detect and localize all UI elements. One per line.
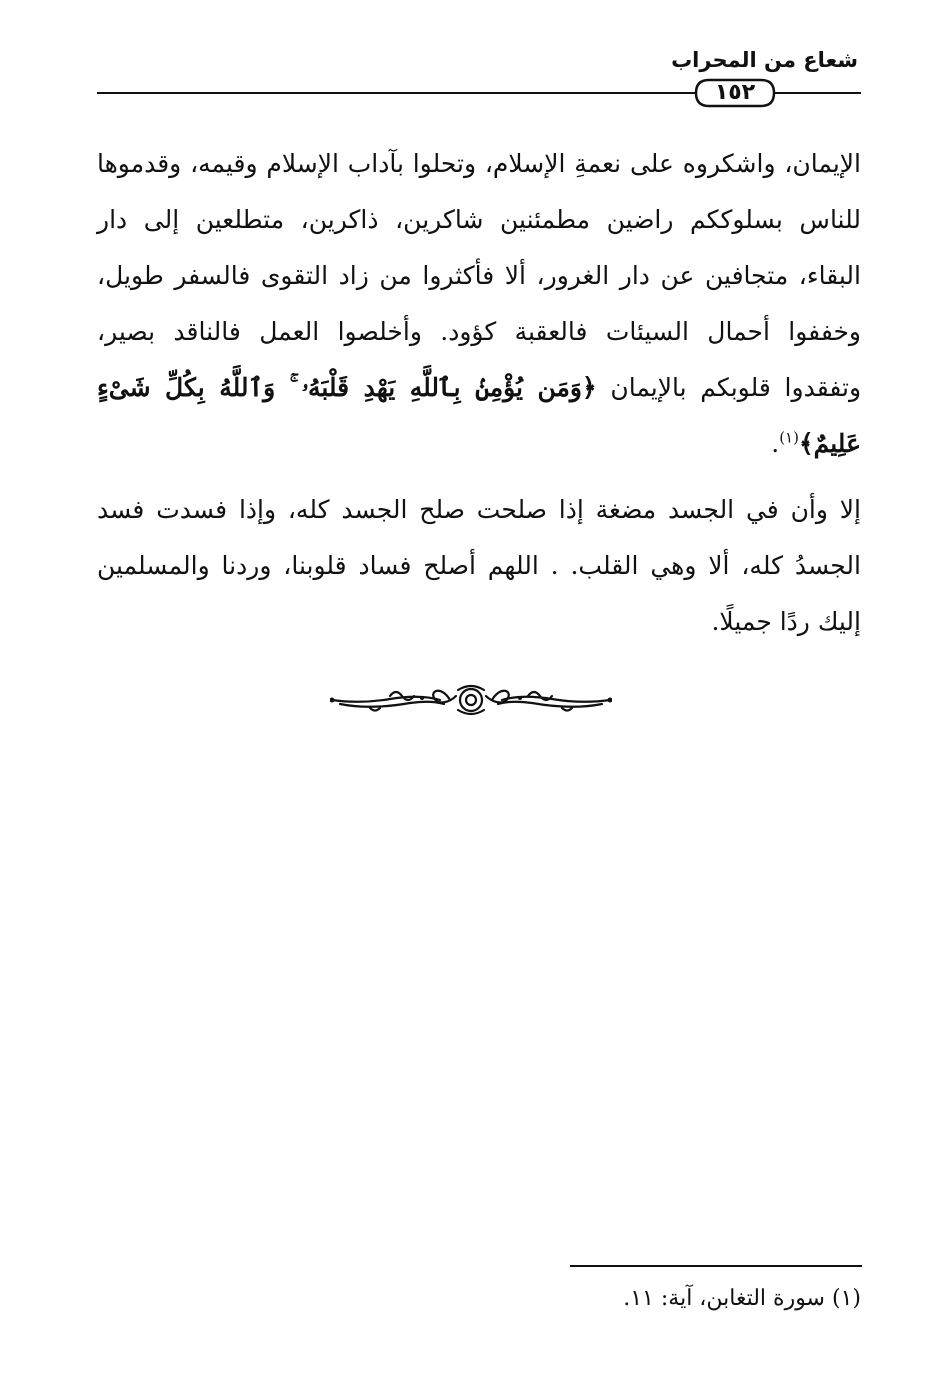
footnote-reference: (١) [779, 428, 799, 447]
running-title: شعاع من المحراب [671, 48, 858, 72]
quran-verse: ﴿وَمَن يُؤْمِنۢ بِٱللَّهِ يَهْدِ قَلْبَهُۥ ۚ وَٱللَّهُ بِكُلِّ شَىْءٍ عَلِيمٌ﴾ [97, 373, 861, 458]
page-number: ١٥٢ [714, 80, 756, 105]
footnote-rule [570, 1265, 862, 1267]
paragraph-1 [97, 136, 861, 472]
paragraph-1-text: الإيمان، واشكروه على نعمةِ الإسلام، وتحلوا بآداب الإسلام وقيمه، وقدموها للناس بسلوككم راضين مطمئنين شاكرين، ذاكرين، متطلعين إلى دار البقاء، متجافين عن دار الغرور، ألا فأكثروا من زاد التقوى فالسفر طويل، وخففوا أحمال السيئات فالعقبة كؤود. وأخلصوا العمل فالناقد بصير، وتفقدوا قلوبكم بالإيمان [97, 149, 862, 402]
decorative-divider-icon [330, 680, 612, 720]
main-text [97, 136, 861, 650]
page-number-badge [694, 78, 776, 108]
paragraph-2: إلا وأن في الجسد مضغة إذا صلحت صلح الجسد كله، وإذا فسدت فسد الجسدُ كله، ألا وهي القلب. . اللهم أصلح فساد قلوبنا، وردنا والمسلمين إليك ردًا جميلًا. [97, 495, 861, 636]
paragraph-1-end: . [771, 429, 780, 458]
footnote: (١) سورة التغابن، آية: ١١. [623, 1286, 861, 1311]
